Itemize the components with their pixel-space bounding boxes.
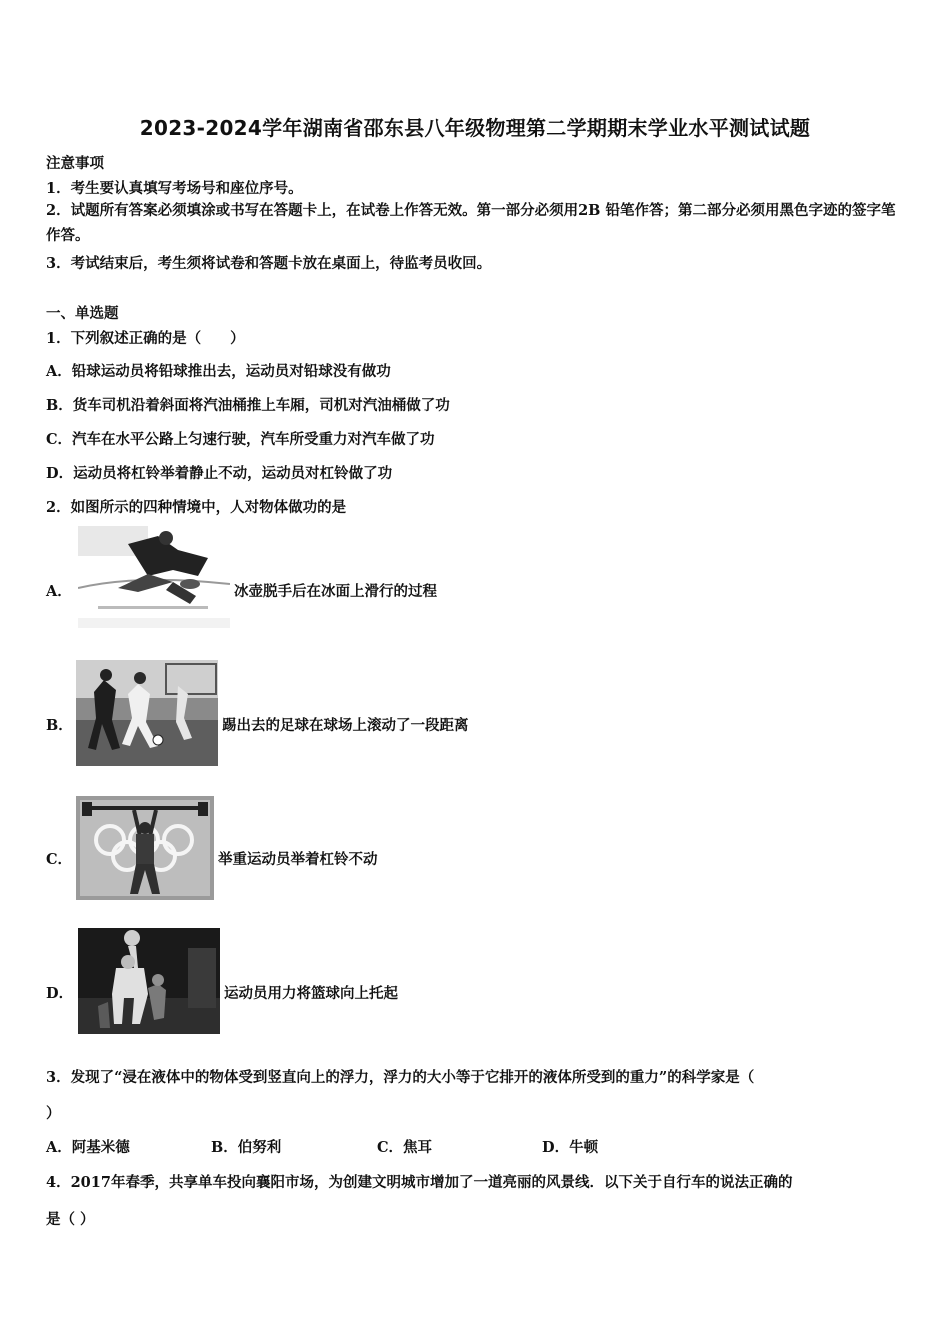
q2-option-d-text: 运动员用力将篮球向上托起 (224, 985, 398, 1002)
q1-stem: 1．下列叙述正确的是（ ） (46, 330, 245, 347)
soccer-photo-icon (76, 660, 218, 766)
q3-stem-line-2: ） (46, 1105, 61, 1122)
q3-choice-c: C．焦耳 (377, 1139, 433, 1156)
curling-photo-icon (78, 526, 230, 628)
notice-item-3: 3．考试结束后，考生须将试卷和答题卡放在桌面上，待监考员收回。 (46, 255, 492, 272)
q2-option-d-label: D． (46, 985, 74, 1002)
q3-choice-d: D．牛顿 (542, 1139, 599, 1156)
q2-option-a-label: A． (46, 583, 72, 600)
q1-option-d: D．运动员将杠铃举着静止不动，运动员对杠铃做了功 (46, 465, 393, 482)
q3-choice-a: A．阿基米德 (46, 1139, 130, 1156)
q2-stem: 2．如图所示的四种情境中，人对物体做功的是 (46, 499, 347, 516)
section-heading: 一、单选题 (46, 305, 119, 322)
q4-stem-line-2: 是（ ） (46, 1211, 95, 1228)
q2-option-a-text: 冰壶脱手后在冰面上滑行的过程 (234, 583, 437, 600)
q2-option-c-text: 举重运动员举着杠铃不动 (218, 851, 378, 868)
q2-option-b-text: 踢出去的足球在球场上滚动了一段距离 (222, 717, 469, 734)
q2-option-b-label: B． (46, 717, 73, 734)
q1-option-c: C．汽车在水平公路上匀速行驶，汽车所受重力对汽车做了功 (46, 431, 435, 448)
notice-heading: 注意事项 (46, 155, 104, 172)
notice-item-2: 2．试题所有答案必须填涂或书写在答题卡上，在试卷上作答无效。第一部分必须用2B 铅笔作答；第二部分必须用黑色字迹的签字笔作答。 (46, 202, 896, 244)
q2-option-c-label: C． (46, 851, 73, 868)
q3-stem-line-1: 3．发现了“浸在液体中的物体受到竖直向上的浮力，浮力的大小等于它排开的液体所受到的重力”的科学家是（ (46, 1069, 755, 1086)
notice-item-1: 1．考生要认真填写考场号和座位序号。 (46, 180, 303, 197)
q1-option-b: B．货车司机沿着斜面将汽油桶推上车厢，司机对汽油桶做了功 (46, 397, 450, 414)
page-title: 2023-2024学年湖南省邵东县八年级物理第二学期期末学业水平测试试题 (139, 116, 811, 140)
weightlifting-photo-icon (76, 796, 214, 900)
q1-option-a: A．铅球运动员将铅球推出去，运动员对铅球没有做功 (46, 363, 391, 380)
q3-choice-b: B．伯努利 (211, 1139, 282, 1156)
q4-stem-line-1: 4．2017年春季，共享单车投向襄阳市场，为创建文明城市增加了一道亮丽的风景线．以下关于自行车的说法正确的 (46, 1174, 793, 1191)
basketball-photo-icon (78, 928, 220, 1034)
